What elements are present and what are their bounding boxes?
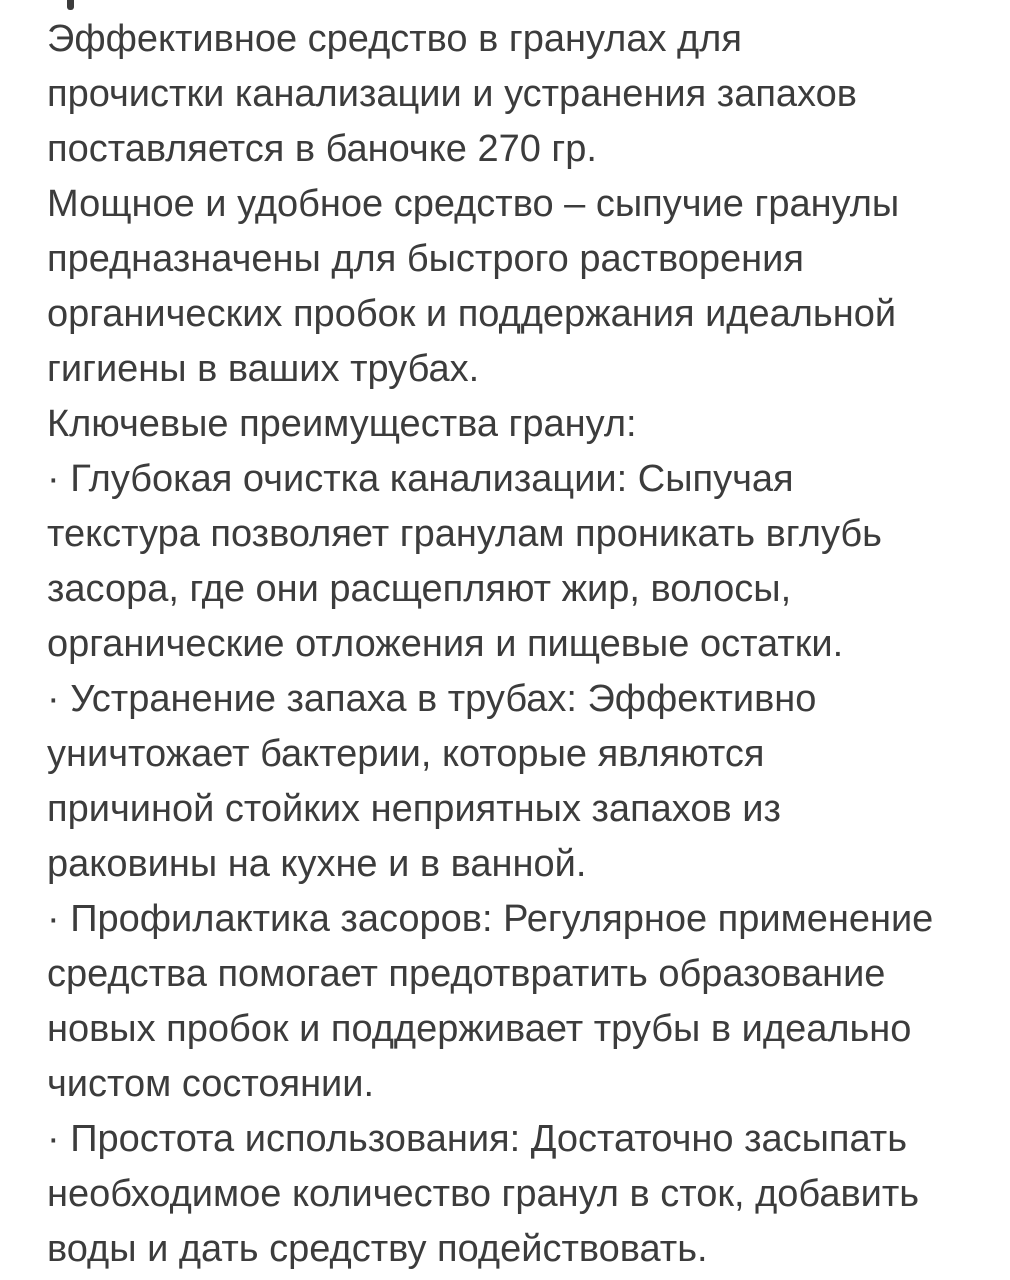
text-line: · Профилактика засоров: Регулярное применение (47, 898, 934, 940)
text-line: Ключевые преимущества гранул: (47, 403, 637, 445)
text-line: поставляется в баночке 270 гр. (47, 128, 597, 170)
product-description-text (47, 12, 990, 1277)
text-line: Мощное и удобное средство – сыпучие гранулы (47, 183, 900, 225)
text-line: · Глубокая очистка канализации: Сыпучая (47, 458, 794, 500)
text-line: · Простота использования: Достаточно засыпать (47, 1118, 908, 1160)
text-line: новых пробок и поддерживает трубы в идеально (47, 1008, 912, 1050)
text-line: средства помогает предотвратить образование (47, 953, 886, 995)
text-line: чистом состоянии. (47, 1063, 375, 1105)
text-line: органические отложения и пищевые остатки. (47, 623, 844, 665)
text-line: гигиены в ваших трубах. (47, 348, 480, 390)
text-line: воды и дать средству подействовать. (47, 1228, 708, 1270)
text-line: Эффективное средство в гранулах для (47, 18, 742, 60)
text-line: органических пробок и поддержания идеальной (47, 293, 897, 335)
text-line: засора, где они расщепляют жир, волосы, (47, 568, 792, 610)
text-line: необходимое количество гранул в сток, добавить (47, 1173, 920, 1215)
text-line: текстура позволяет гранулам проникать вглубь (47, 513, 882, 555)
text-line: прочистки канализации и устранения запахов (47, 73, 857, 115)
text-line: раковины на кухне и в ванной. (47, 843, 587, 885)
text-line: уничтожает бактерии, которые являются (47, 733, 765, 775)
cutoff-character-fragment (67, 0, 74, 10)
text-line: причиной стойких неприятных запахов из (47, 788, 781, 830)
text-line: предназначены для быстрого растворения (47, 238, 804, 280)
text-line: · Устранение запаха в трубах: Эффективно (47, 678, 817, 720)
